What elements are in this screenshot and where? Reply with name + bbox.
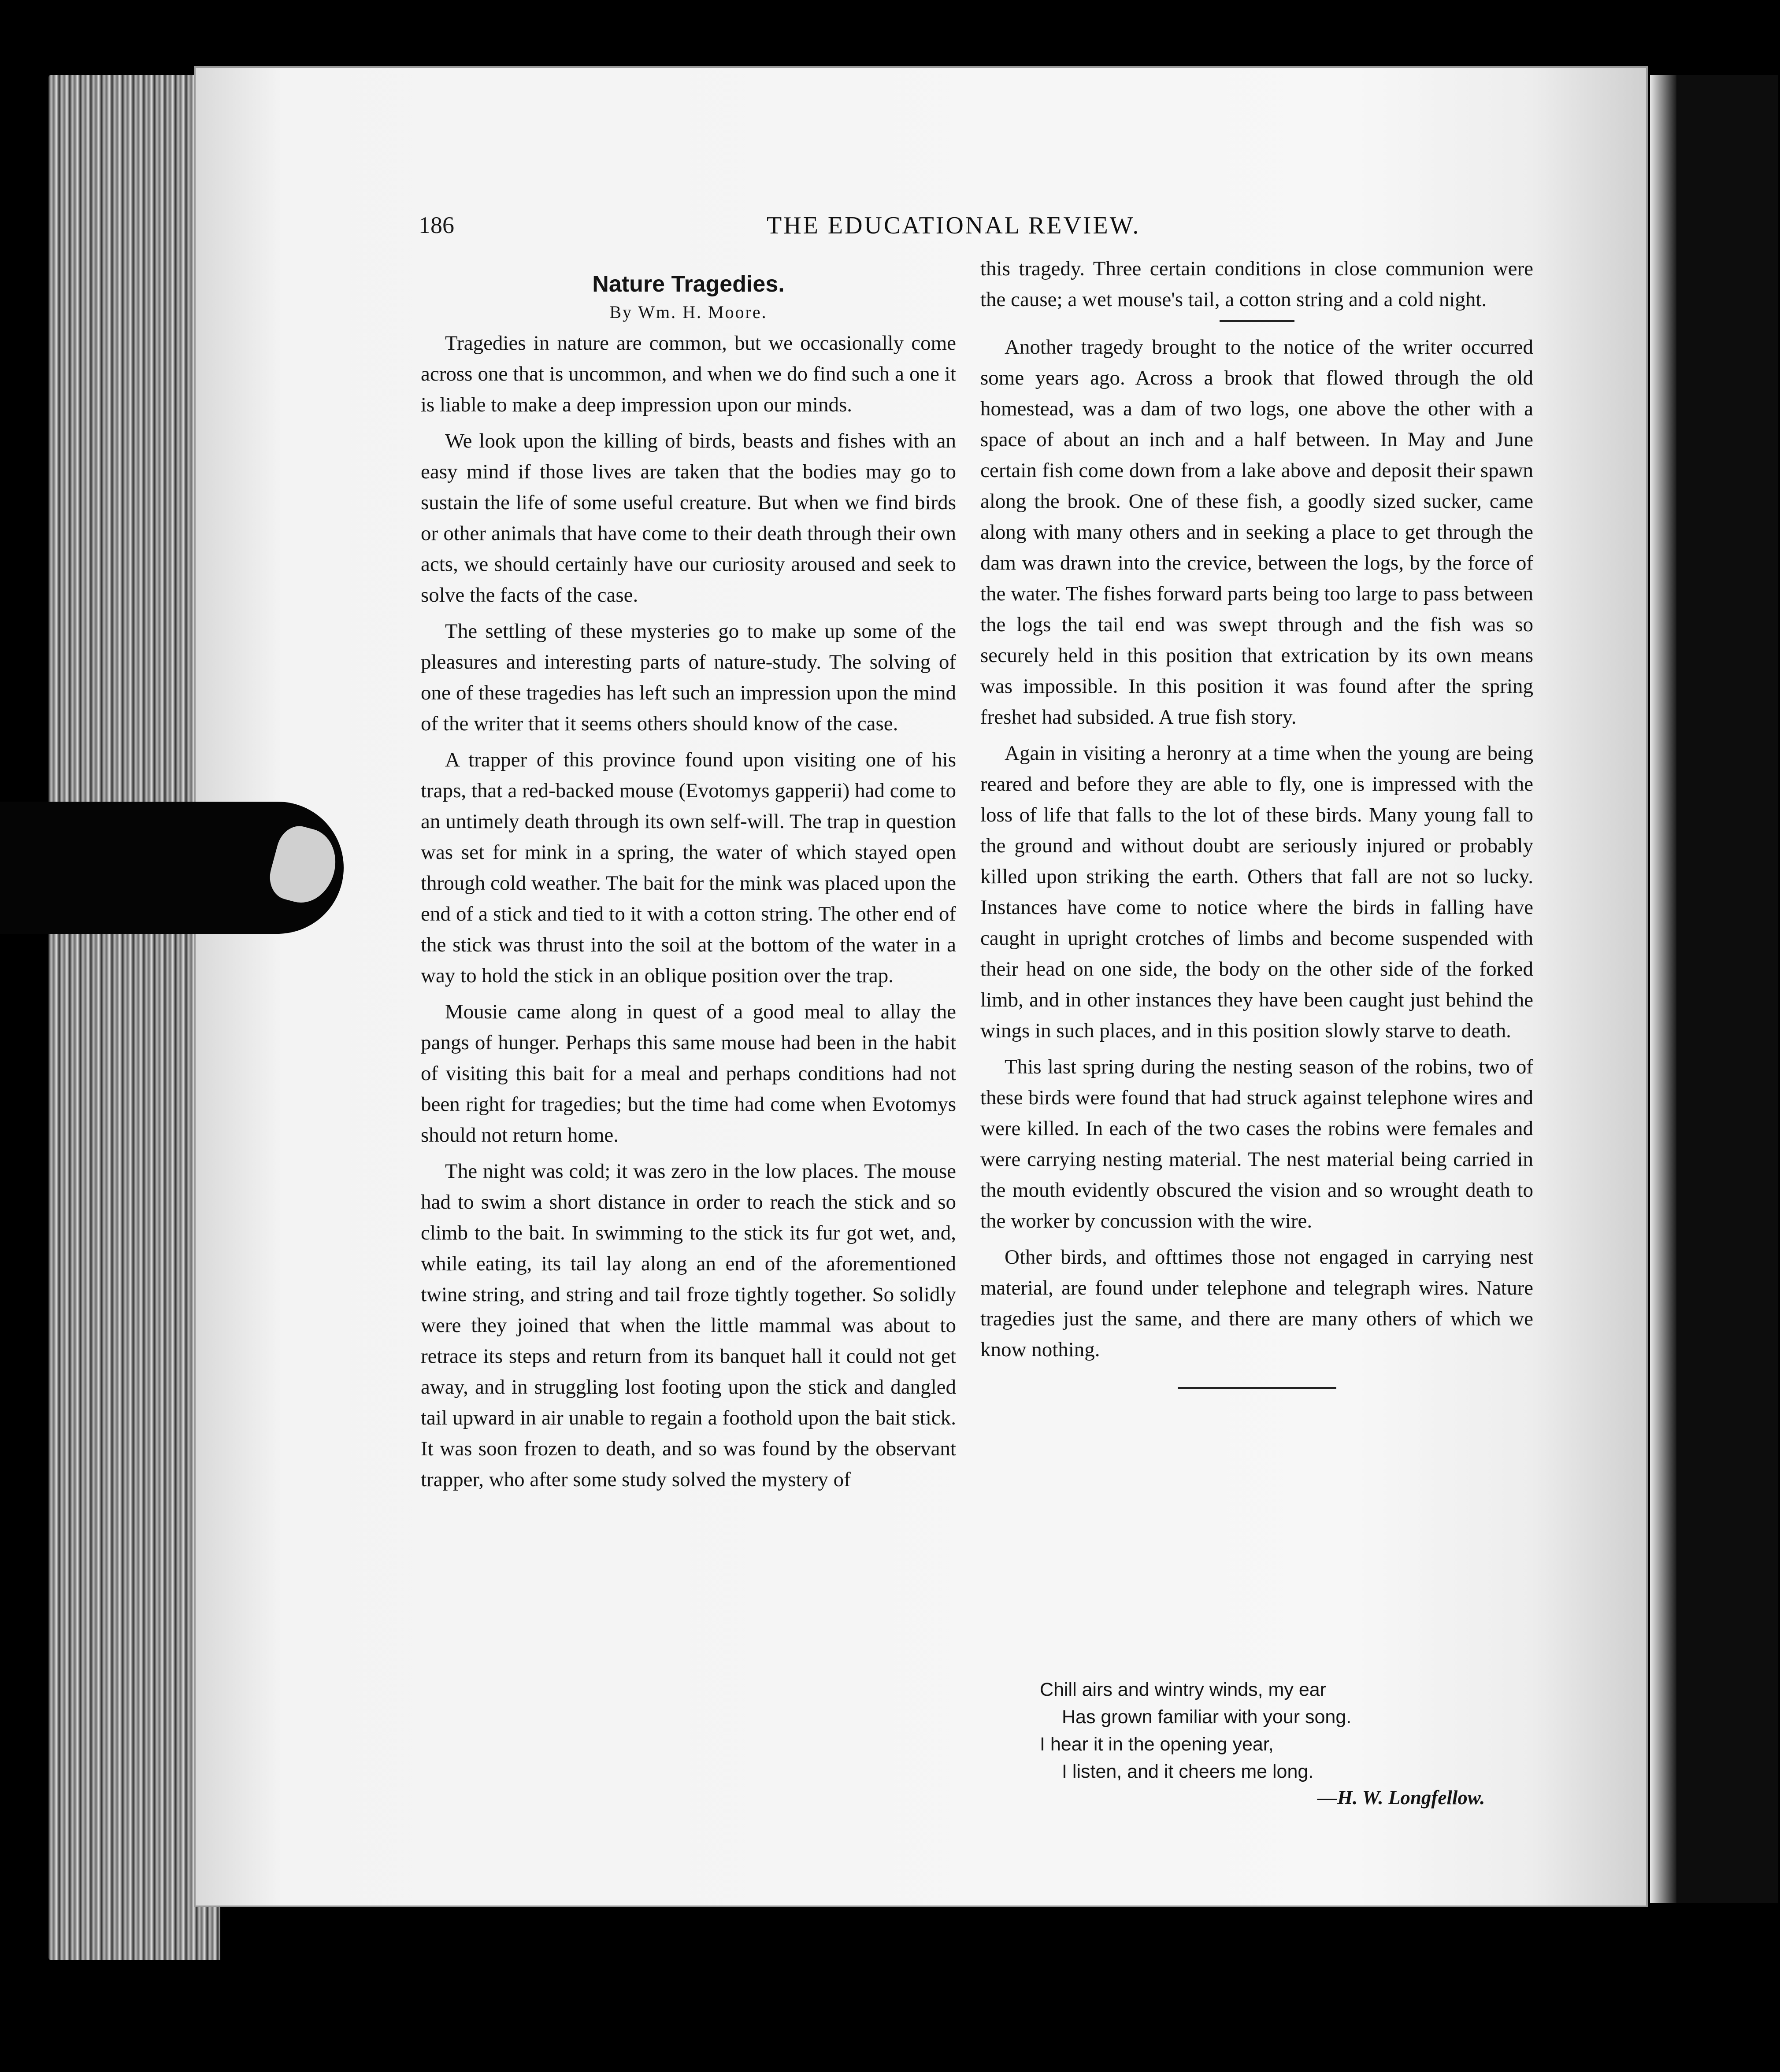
paragraph: The settling of these mysteries go to make up some of the pleasures and interesting parts of nature-study. The solving of one of these tragedies has left such an impression upon the mind of the writer that it seems others should know of the case. [421,620,956,735]
poem-line: Chill airs and wintry winds, my ear [1040,1679,1326,1700]
paragraph: Mousie came along in quest of a good meal to allay the pangs of hunger. Perhaps this same mouse had been in the habit of visiting this bait for a meal and perhaps conditions had not been right for tragedies; but the time had come when Evotomys should not return home. [421,1000,956,1147]
paragraph-continuation: this tragedy. Three certain conditions in close communion were the cause; a wet mouse's tail, a cotton string and a cold night. [980,257,1533,311]
paragraph: Tragedies in nature are common, but we occasionally come across one that is uncommon, and when we do find such a one it is liable to make a deep impression upon our minds. [421,332,956,416]
paragraph: Other birds, and ofttimes those not engaged in carrying nest material, are found under telephone and telegraph wires. Nature tragedies just the same, and there are many others of which we know nothing. [980,1246,1533,1361]
paragraph: We look upon the killing of birds, beasts and fishes with an easy mind if those lives are taken that the bodies may go to sustain the life of some useful creature. But when we find birds or other animals that have come to their death through their own acts, we should certainly have our curiosity aroused and seek to solve the facts of the case. [421,429,956,607]
poem-line: Has grown familiar with your song. [1062,1706,1352,1728]
paragraph: Another tragedy brought to the notice of the writer occurred some years ago. Across a brook that flowed through the old homestead, was a dam of two logs, one above the other with a space of about an inch and a half between. In May and June certain fish come down from a lake above and deposit their spawn along the brook. One of these fish, a goodly sized sucker, came along with many others and in seeking a place to get through the dam was drawn into the crevice, between the logs, by the force of the water. The fishes forward parts being too large to pass between the logs the tail end was swept through and the fish was so securely held in this position that extrication by its own means was impossible. In this position it was found after the spring freshet had subsided. A true fish story. [980,336,1533,729]
poem [1040,1676,1351,1785]
poem-attribution: —H. W. Longfellow. [1317,1787,1485,1809]
left-column [421,260,956,1500]
article-byline: By Wm. H. Moore. [609,302,768,322]
paragraph: This last spring during the nesting season of the robins, two of these birds were found that had struck against telephone wires and were killed. In each of the two cases the robins were females and were carrying nesting material. The nest material being carried in the mouth evidently obscured the vision and so wrought death to the worker by concussion with the wire. [980,1055,1533,1232]
article-title: Nature Tragedies. [592,271,785,297]
section-divider [1220,320,1294,322]
page-number: 186 [419,212,454,238]
facing-page-edge [1650,75,1778,1903]
poem-line: I hear it in the opening year, [1040,1734,1274,1755]
poem-line: I listen, and it cheers me long. [1062,1761,1314,1782]
paragraph: A trapper of this province found upon visiting one of his traps, that a red-backed mouse (Evotomys gapperii) had come to an untimely death through its own self-will. The trap in question was set for mink in a spring, the water of which stayed open through cold weather. The bait for the mink was placed upon the end of a stick and tied to it with a cotton string. The other end of the stick was thrust into the soil at the bottom of the water in a way to hold the stick in an oblique position over the trap. [421,748,956,987]
paragraph: Again in visiting a heronry at a time when the young are being reared and before they are able to fly, one is impressed with the loss of life that falls to the lot of these birds. Many young fall to the ground and without doubt are seriously injured or probably killed upon striking the earth. Others that fall are not so lucky. Instances have come to notice where the birds in falling have caught in upright crotches of limbs and become suspended with their head on one side, the body on the other side of the forked limb, and in other instances they have been caught just behind the wings in such places, and in this position slowly starve to death. [980,742,1533,1042]
right-column [980,253,1533,1399]
poem-divider [1178,1387,1336,1389]
running-head: THE EDUCATIONAL REVIEW. [767,212,1141,239]
paragraph: The night was cold; it was zero in the low places. The mouse had to swim a short distance in order to reach the stick and so climb to the bait. In swimming to the stick its fur got wet, and, while eating, its tail lay along an end of the aforementioned twine string, and string and tail froze tightly together. So solidly were they joined that when the little mammal was about to retrace its steps and return from its banquet hall it could not get away, and in struggling lost footing upon the stick and dangled tail upward in air unable to regain a foothold upon the bait stick. It was soon frozen to death, and so was found by the observant trapper, who after some study solved the mystery of [421,1160,956,1491]
